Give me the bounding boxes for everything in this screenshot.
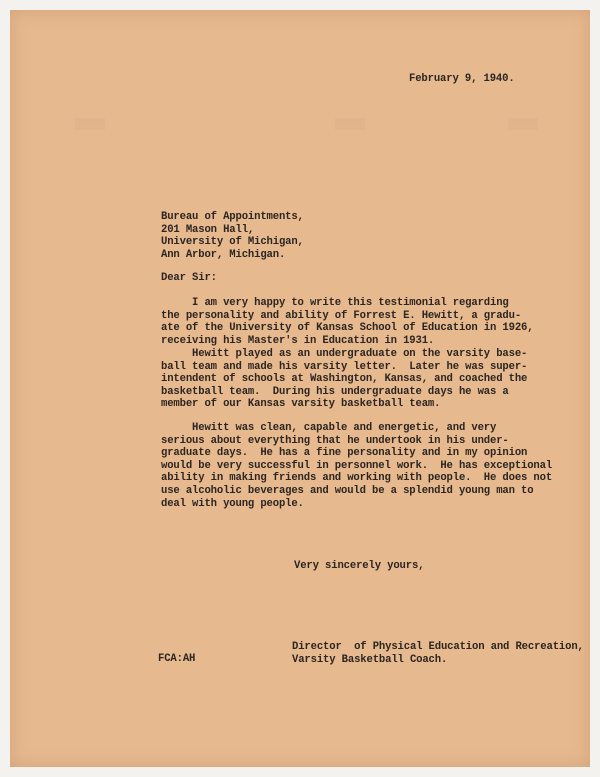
paragraph-2 [161, 348, 527, 411]
address-line: Bureau of Appointments, [161, 211, 304, 223]
body-line: the personality and ability of Forrest E. Hewitt, a gradu- [161, 309, 522, 322]
body-line: basketball team. During his undergraduate days he was a [161, 385, 509, 398]
show-through-mark: ▒▒▒▒▒ [335, 120, 366, 131]
paragraph-3 [161, 422, 552, 510]
body-line: Hewitt was clean, capable and energetic, and very [161, 422, 497, 434]
address-line: Ann Arbor, Michigan. [161, 248, 286, 261]
address-line: University of Michigan, [161, 236, 304, 249]
body-line: ball team and made his varsity letter. Later he was super- [161, 360, 528, 373]
body-line: graduate days. He has a fine personality and in my opinion [161, 447, 528, 460]
body-line: I am very happy to write this testimonial regarding [161, 297, 509, 309]
show-through-mark: ▒▒▒▒▒ [75, 120, 106, 131]
recipient-address [161, 211, 304, 261]
body-line: use alcoholic beverages and would be a splendid young man to [161, 484, 534, 497]
signature-line: Director of Physical Education and Recreation, [292, 641, 584, 653]
salutation: Dear Sir: [161, 272, 217, 284]
address-line: 201 Mason Hall, [161, 223, 255, 236]
body-line: serious about everything that he undertook in his under- [161, 434, 509, 447]
body-line: Hewitt played as an undergraduate on the varsity base- [161, 348, 528, 360]
letter-date: February 9, 1940. [409, 73, 515, 85]
body-line: ate of the University of Kansas School of Education in 1926, [161, 322, 534, 335]
body-line: deal with young people. [161, 497, 304, 510]
show-through-mark: ▒▒▒▒▒ [508, 120, 539, 131]
reference-initials: FCA:AH [158, 653, 196, 665]
body-line: member of our Kansas varsity basketball team. [161, 398, 441, 411]
body-line: intendent of schools at Washington, Kansas, and coached the [161, 373, 528, 386]
body-line: would be very successful in personnel work. He has exceptional [161, 459, 553, 472]
body-line: receiving his Master's in Education in 1931. [161, 334, 435, 347]
signature-line: Varsity Basketball Coach. [292, 653, 448, 666]
paragraph-1 [161, 297, 533, 347]
body-line: ability in making friends and working with people. He does not [161, 472, 553, 485]
complimentary-close: Very sincerely yours, [294, 560, 425, 572]
signature-block [292, 641, 584, 666]
